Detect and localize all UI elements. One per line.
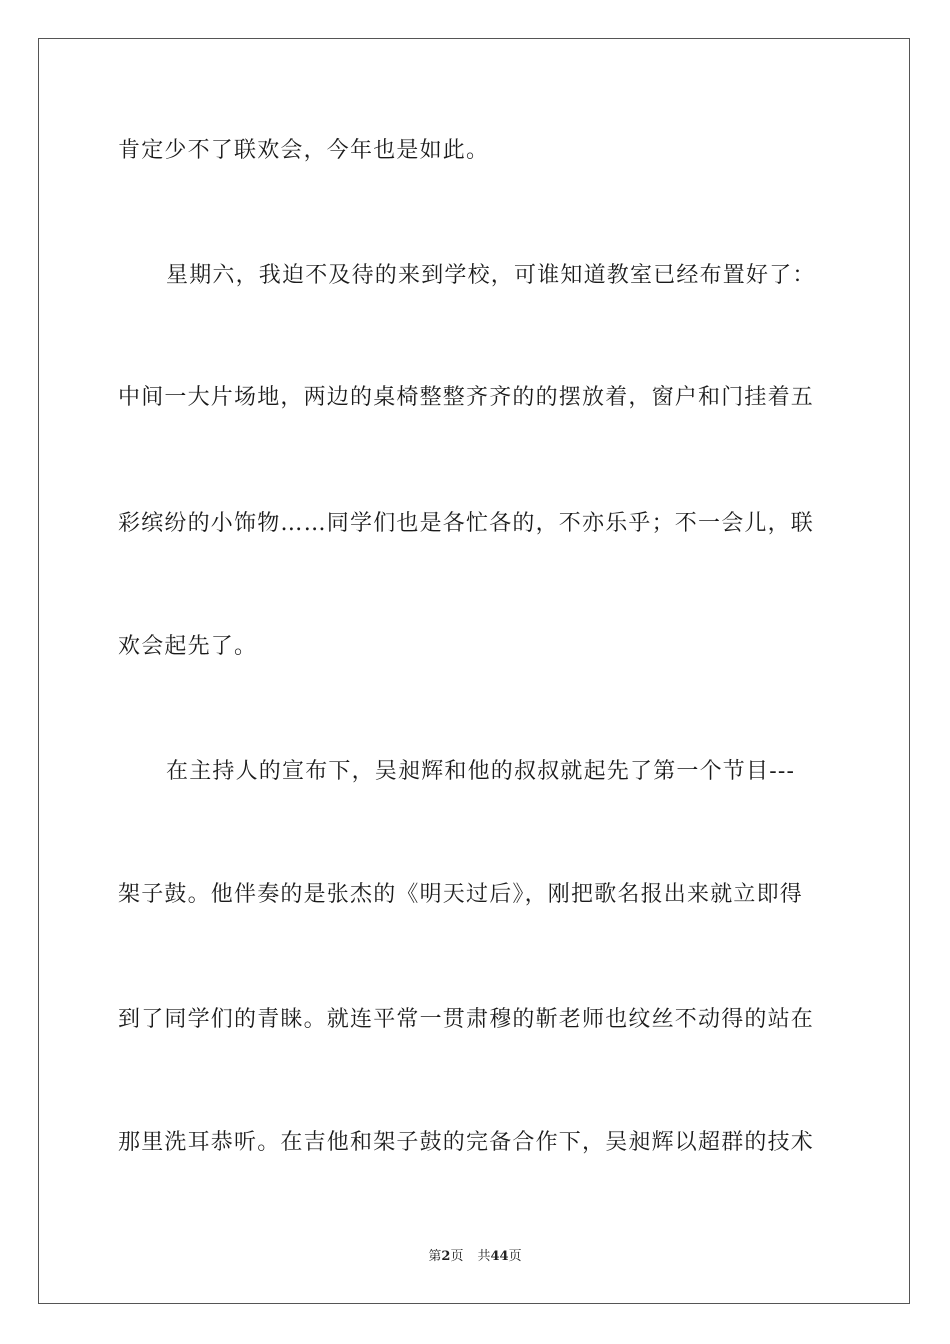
text-line-7: 架子鼓。他伴奏的是张杰的《明天过后》，刚把歌名报出来就立即得 [118,882,804,907]
text-line-5: 欢会起先了。 [118,634,258,659]
page-suffix: 页 [450,1249,464,1264]
text-line-4: 彩缤纷的小饰物……同学们也是各忙各的，不亦乐乎；不一会儿，联 [118,511,815,536]
text-line-1: 肯定少不了联欢会，今年也是如此。 [118,138,490,163]
text-line-9: 那里洗耳恭听。在吉他和架子鼓的完备合作下，吴昶辉以超群的技术 [118,1130,815,1155]
text-line-2: 星期六，我迫不及待的来到学校，可谁知道教室已经布置好了： [166,263,816,288]
page-border [38,38,910,1304]
page-number: 2 [441,1249,451,1264]
total-pages: 44 [490,1249,509,1264]
total-suffix: 页 [508,1249,522,1264]
total-prefix: 共 [477,1249,491,1264]
text-line-8: 到了同学们的青睐。就连平常一贯肃穆的靳老师也纹丝不动得的站在 [118,1007,815,1032]
page-prefix: 第 [428,1249,442,1264]
page-footer [0,1248,950,1266]
text-line-6: 在主持人的宣布下，吴昶辉和他的叔叔就起先了第一个节目--- [166,759,796,784]
text-line-3: 中间一大片场地，两边的桌椅整整齐齐的的摆放着，窗户和门挂着五 [118,385,815,410]
